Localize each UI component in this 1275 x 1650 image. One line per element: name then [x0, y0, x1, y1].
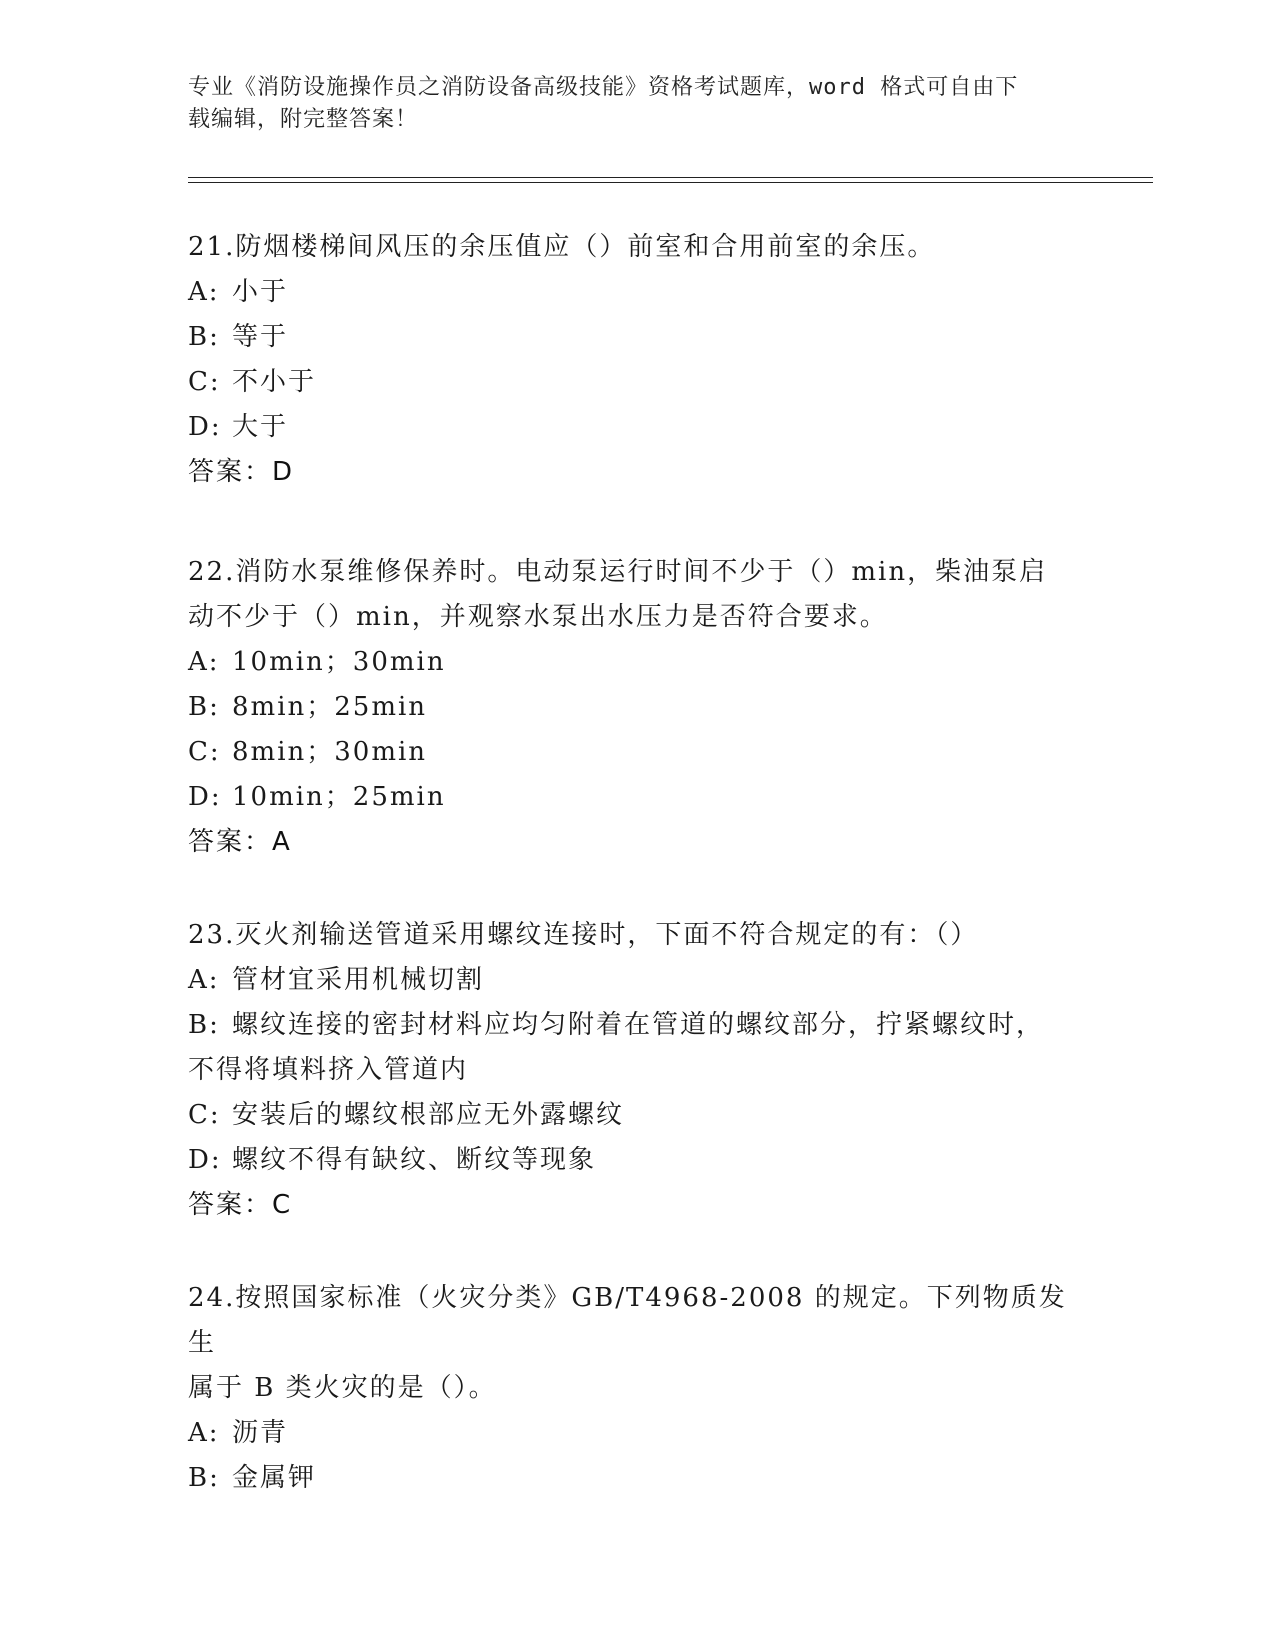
- question-22: [188, 550, 1078, 865]
- option-a: [188, 1411, 1078, 1456]
- option-text: 螺纹连接的密封材料应均匀附着在管道的螺纹部分，拧紧螺纹时，: [232, 1010, 1045, 1040]
- option-key: D:: [188, 412, 222, 442]
- option-key: B:: [188, 1010, 220, 1040]
- option-key: D:: [188, 1145, 222, 1175]
- option-b-continuation: 不得将填料挤入管道内: [188, 1055, 469, 1085]
- option-c: [188, 730, 1078, 775]
- question-23: [188, 913, 1078, 1228]
- answer-label: 答案：A: [188, 827, 292, 857]
- question-stem: 21.防烟楼梯间风压的余压值应（）前室和合用前室的余压。: [188, 232, 936, 262]
- question-stem-line-2: 动不少于（）min，并观察水泵出水压力是否符合要求。: [188, 602, 888, 632]
- option-text: 等于: [232, 322, 289, 352]
- option-a: [188, 640, 1078, 685]
- option-key: A:: [188, 965, 220, 995]
- option-key: A:: [188, 1418, 220, 1448]
- answer-label: 答案：D: [188, 457, 295, 487]
- option-key: D:: [188, 782, 222, 812]
- option-b: [188, 685, 1078, 730]
- option-key: C:: [188, 737, 221, 767]
- option-key: B:: [188, 1463, 220, 1493]
- question-stem-line-2: 属于 B 类火灾的是（）。: [188, 1373, 497, 1403]
- option-a: [188, 958, 1078, 1003]
- header-line-2: 载编辑，附完整答案！: [188, 107, 419, 132]
- option-text: 沥青: [232, 1418, 289, 1448]
- option-text: 不小于: [232, 367, 317, 397]
- option-b: [188, 1003, 1078, 1048]
- question-24: [188, 1276, 1078, 1501]
- option-text: 管材宜采用机械切割: [232, 965, 485, 995]
- option-key: C:: [188, 1100, 221, 1130]
- option-a: [188, 270, 1078, 315]
- header-line-1: 专业《消防设施操作员之消防设备高级技能》资格考试题库，word 格式可自由下: [188, 75, 1019, 100]
- document-header: [188, 72, 1068, 136]
- option-c: [188, 360, 1078, 405]
- option-text: 8min；30min: [232, 737, 428, 767]
- question-stem: 23.灭火剂输送管道采用螺纹连接时，下面不符合规定的有：（）: [188, 920, 979, 950]
- header-divider-bottom: [188, 182, 1153, 183]
- question-stem-line-1: 24.按照国家标准（火灾分类》GB/T4968-2008 的规定。下列物质发生: [188, 1283, 1067, 1358]
- option-text: 大于: [232, 412, 289, 442]
- option-text: 8min；25min: [232, 692, 428, 722]
- option-b: [188, 1456, 1078, 1501]
- option-text: 10min；30min: [232, 647, 446, 677]
- answer-label: 答案：C: [188, 1190, 293, 1220]
- option-key: A:: [188, 647, 220, 677]
- option-key: C:: [188, 367, 221, 397]
- option-text: 安装后的螺纹根部应无外露螺纹: [232, 1100, 625, 1130]
- option-d: [188, 1138, 1078, 1183]
- option-text: 螺纹不得有缺纹、断纹等现象: [232, 1145, 597, 1175]
- option-text: 金属钾: [232, 1463, 317, 1493]
- option-text: 10min；25min: [232, 782, 446, 812]
- option-key: A:: [188, 277, 220, 307]
- option-c: [188, 1093, 1078, 1138]
- option-text: 小于: [232, 277, 289, 307]
- option-key: B:: [188, 692, 220, 722]
- header-divider-top: [188, 177, 1153, 178]
- option-key: B:: [188, 322, 220, 352]
- option-d: [188, 775, 1078, 820]
- question-stem-line-1: 22.消防水泵维修保养时。电动泵运行时间不少于（）min，柴油泵启: [188, 557, 1048, 587]
- question-21: [188, 225, 1078, 495]
- option-d: [188, 405, 1078, 450]
- option-b: [188, 315, 1078, 360]
